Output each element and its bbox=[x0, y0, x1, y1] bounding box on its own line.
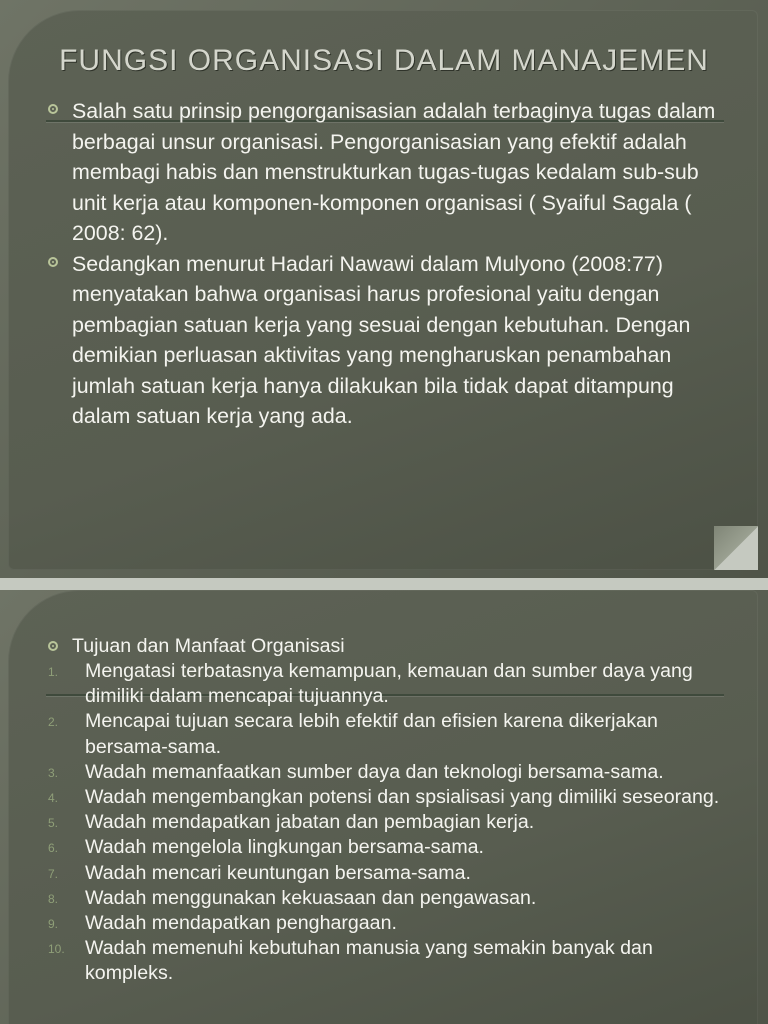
list-text: Wadah memenuhi kebutuhan manusia yang semakin banyak dan kompleks. bbox=[85, 937, 653, 985]
list-number: 4. bbox=[48, 791, 59, 806]
list-number: 9. bbox=[48, 917, 59, 932]
bullet-text: Sedangkan menurut Hadari Nawawi dalam Mulyono (2008:77) menyatakan bahwa organisasi harus profesional yaitu dengan pembagian satuan kerja yang sesuai dengan kebutuhan. Dengan demikian perluasan aktivitas yang mengharuskan penambahan jumlah satuan kerja hanya dilakukan bila tidak dapat ditampung dalam satuan kerja yang ada. bbox=[72, 251, 691, 428]
circle-bullet-icon bbox=[48, 641, 58, 651]
list-text: Wadah mendapatkan jabatan dan pembagian kerja. bbox=[85, 811, 535, 834]
slide-2-bullet-list bbox=[48, 634, 728, 659]
list-item bbox=[48, 835, 734, 860]
slide-2 bbox=[0, 590, 768, 1024]
slide-2-heading: Tujuan dan Manfaat Organisasi bbox=[72, 635, 345, 657]
circle-bullet-icon bbox=[48, 257, 58, 267]
list-number: 7. bbox=[48, 866, 59, 881]
list-text: Wadah mengembangkan potensi dan spsialisasi yang dimiliki seseorang. bbox=[85, 786, 720, 809]
slide-1-title: FUNGSI ORGANISASI DALAM MANAJEMEN bbox=[59, 44, 709, 77]
list-item bbox=[48, 760, 734, 785]
list-number: 2. bbox=[48, 715, 59, 730]
list-number: 10. bbox=[48, 942, 65, 957]
list-text: Wadah menggunakan kekuasaan dan pengawasan. bbox=[85, 886, 537, 909]
slide-2-heading-item bbox=[48, 634, 728, 659]
list-number: 1. bbox=[48, 665, 59, 679]
slide-2-numbered-list bbox=[48, 659, 734, 987]
slide-1-page-fold bbox=[714, 526, 758, 570]
list-item bbox=[48, 659, 734, 709]
slide-1-bullet-list bbox=[48, 96, 728, 432]
list-number: 6. bbox=[48, 841, 59, 856]
list-number: 3. bbox=[48, 765, 59, 780]
list-item bbox=[48, 936, 734, 986]
list-item bbox=[48, 810, 734, 835]
list-text: Wadah memanfaatkan sumber daya dan teknologi bersama-sama. bbox=[85, 760, 664, 783]
list-item bbox=[48, 861, 734, 886]
circle-bullet-icon bbox=[48, 104, 58, 114]
list-text: Wadah mendapatkan penghargaan. bbox=[85, 912, 397, 935]
list-number: 5. bbox=[48, 816, 59, 831]
list-number: 8. bbox=[48, 891, 59, 906]
bullet-text: Salah satu prinsip pengorganisasian adalah terbaginya tugas dalam berbagai unsur organisasi. Pengorganisasian yang efektif adalah membagi habis dan menstrukturkan tugas-tugas kedalam sub-sub unit kerja atau komponen-komponen organisasi ( Syaiful Sagala ( 2008: 62). bbox=[72, 99, 716, 245]
list-text: Mencapai tujuan secara lebih efektif dan efisien karena dikerjakan bersama-sama. bbox=[85, 710, 658, 758]
list-text: Mengatasi terbatasnya kemampuan, kemauan dan sumber daya yang dimiliki dalam mencapai tujuannya. bbox=[85, 660, 693, 708]
list-text: Wadah mengelola lingkungan bersama-sama. bbox=[85, 836, 484, 859]
list-text: Wadah mencari keuntungan bersama-sama. bbox=[85, 861, 471, 884]
list-item bbox=[48, 709, 734, 759]
list-item bbox=[48, 785, 734, 810]
slide-1-bullet-item bbox=[48, 96, 728, 249]
list-item bbox=[48, 886, 734, 911]
list-item bbox=[48, 911, 734, 936]
slide-1-bullet-item bbox=[48, 249, 728, 432]
